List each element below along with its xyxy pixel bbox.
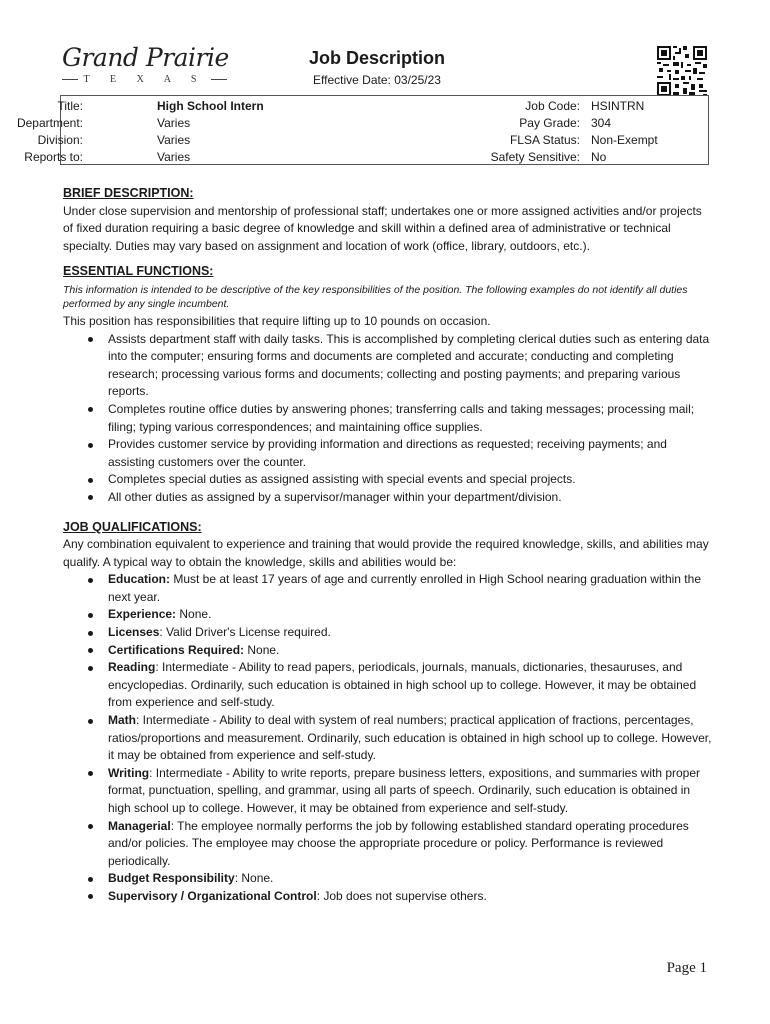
pay-grade-label: Pay Grade: (519, 116, 580, 130)
list-item: All other duties as assigned by a supervisor/manager within your department/division. (108, 489, 713, 507)
safety-sensitive-value: No (591, 150, 607, 164)
brief-description-text: Under close supervision and mentorship of professional staff; undertakes one or more assigned activities and/or projects of fixed duration requiring a basic degree of knowledge and skill within a defined area of administrative or technical specialty. Duties may vary based on assignment and location of work (office, library, outdoors, etc.). (63, 203, 702, 253)
logo-state: T E X A S (83, 74, 206, 85)
essential-functions-intro: This position has responsibilities that require lifting up to 10 pounds on occasion. (63, 313, 491, 328)
brief-description-heading: BRIEF DESCRIPTION: (63, 186, 194, 200)
page-number: Page 1 (666, 960, 707, 976)
info-row-3 (37, 132, 710, 149)
info-row-1 (57, 98, 710, 115)
qualification-text: Must be at least 17 years of age and currently enrolled in High School nearing graduation within the next year. (108, 572, 701, 604)
qualification-licenses (108, 624, 713, 642)
effective-date-label: Effective Date: (313, 73, 391, 87)
flsa-status-value: Non-Exempt (591, 133, 658, 147)
qualification-text: : Job does not supervise others. (316, 888, 487, 903)
title-label: Title: (57, 99, 83, 113)
department-label: Department: (16, 116, 83, 130)
qualification-label: Reading (108, 660, 156, 675)
qualification-label: Education: (108, 572, 170, 587)
qualification-math (108, 712, 713, 765)
spacer (63, 255, 713, 263)
qr-code-icon[interactable] (657, 46, 707, 96)
essential-functions-heading: ESSENTIAL FUNCTIONS: (63, 264, 214, 279)
qualification-text: : Intermediate - Ability to write reports, prepare business letters, expositions, and summaries with proper format, punctuation, spelling, and grammar, using all parts of speech. Ordinarily, such education is obtained in high school up to college. However, it may be obtained from experience and self-study. (108, 765, 701, 815)
safety-sensitive-label: Safety Sensitive: (490, 150, 580, 164)
qualification-managerial (108, 818, 713, 871)
title-value: High School Intern (157, 99, 264, 113)
qualification-label: Writing (108, 765, 150, 780)
qualification-label: Budget Responsibility (108, 871, 235, 886)
qualification-budget (108, 870, 713, 888)
effective-date-line (0, 73, 762, 87)
essential-functions-note: This information is intended to be descriptive of the key responsibilities of the position. The following examples do not identify all duties performed by any single incumbent. (63, 283, 688, 311)
spacer (63, 507, 713, 519)
list-item: Completes routine office duties by answering phones; transferring calls and taking messages; processing mail; filing; typing various correspondences; and maintaining office supplies. (108, 401, 713, 436)
qualification-label: Managerial (108, 818, 171, 833)
job-info-box (16, 95, 709, 165)
qualification-label: Certifications Required: (108, 642, 245, 657)
info-row-4 (24, 149, 710, 166)
qualification-text: : The employee normally performs the job by following established standard operating procedures and/or policies. The employee may choose the appropriate procedure or policy. Performance is reviewed periodically. (108, 818, 689, 868)
qualification-text: : None. (234, 871, 274, 886)
document-body (63, 185, 713, 906)
qualification-education (108, 571, 713, 606)
essential-functions-list (63, 331, 713, 507)
job-qualifications-intro: Any combination equivalent to experience and training that would provide the required knowledge, skills, and abilities may qualify. A typical way to obtain the knowledge, skills and abilities would be: (63, 537, 709, 569)
qualification-supervisory (108, 888, 713, 906)
pay-grade-value: 304 (591, 116, 612, 130)
list-item: Assists department staff with daily tasks. This is accomplished by completing clerical duties such as entering data into the computer; ensuring forms and documents are completed and accurate; conducting and completing research; processing various forms and documents; collecting and posting payments; and preparing various reports. (108, 331, 713, 401)
job-qualifications-list (63, 571, 713, 905)
qualification-certifications (108, 642, 713, 660)
document-title: Job Description (308, 48, 446, 68)
qualification-label: Math (108, 713, 136, 728)
info-row-2 (16, 115, 710, 132)
job-qualifications-heading: JOB QUALIFICATIONS: (63, 519, 202, 534)
reports-to-value: Varies (157, 150, 191, 164)
logo-wordmark: Grand Prairie (62, 43, 229, 72)
list-item: Completes special duties as assigned assisting with special events and special projects. (108, 471, 713, 489)
qualification-label: Supervisory / Organizational Control (108, 888, 317, 903)
qualification-text: : Intermediate - Ability to deal with system of real numbers; practical application of fractions, percentages, ratios/proportions and measurement. Ordinarily, such education is obtained in high school up to college. However, it may be obtained from experience and self-study. (108, 713, 712, 763)
job-code-label: Job Code: (525, 99, 580, 113)
qualification-text: None. (176, 607, 212, 622)
list-item: Provides customer service by providing information and directions as requested; receiving payments; and assisting customers over the counter. (108, 436, 713, 471)
flsa-status-label: FLSA Status: (509, 133, 580, 147)
qualification-experience (108, 606, 713, 624)
qualification-text: : Valid Driver's License required. (159, 625, 331, 640)
qualification-label: Experience: (108, 607, 177, 622)
division-value: Varies (157, 133, 191, 147)
qualification-writing (108, 765, 713, 818)
qualification-text: None. (244, 642, 280, 657)
job-code-value: HSINTRN (591, 99, 645, 113)
reports-to-label: Reports to: (24, 150, 83, 164)
effective-date-value: 03/25/23 (394, 73, 441, 87)
qualification-label: Licenses (108, 625, 160, 640)
division-label: Division: (37, 133, 83, 147)
qualification-text: : Intermediate - Ability to read papers, periodicals, journals, manuals, dictionaries, thesauruses, and encyclopedias. Ordinarily, such education is obtained in high school up to college. However, it may be obtained from experience and self-study. (108, 660, 697, 710)
qualification-reading (108, 659, 713, 712)
department-value: Varies (157, 116, 191, 130)
